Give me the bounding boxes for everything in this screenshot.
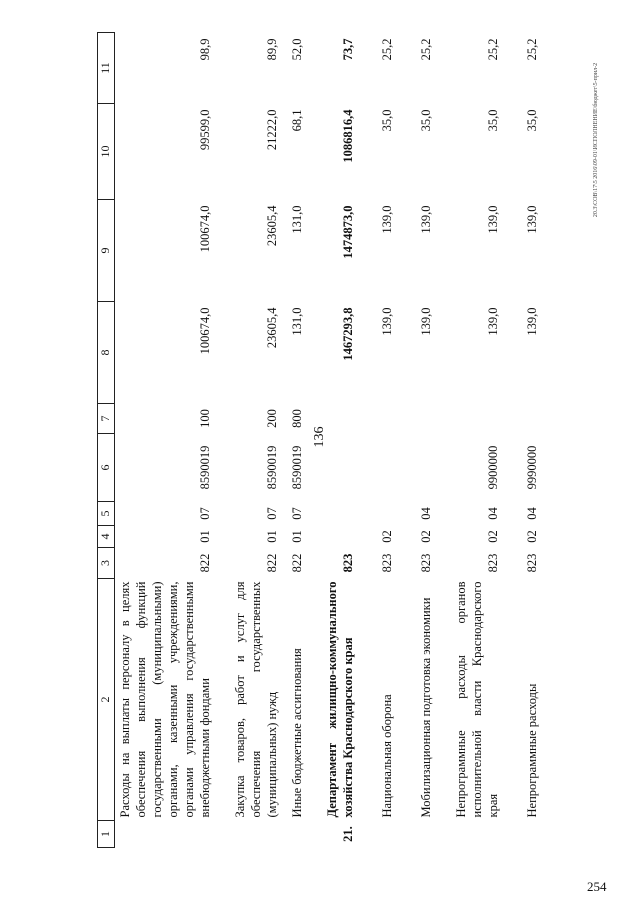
value-executed: 35,0 — [486, 109, 500, 132]
code-pr: 07 — [290, 507, 304, 520]
value-refined: 139,0 — [486, 205, 500, 234]
row-number: 21. — [341, 826, 355, 842]
column-number: 5 — [98, 502, 115, 526]
code-pr — [322, 502, 359, 526]
row-name: Непрограммные расходы органов исполнительной власти Краснодарского края — [454, 581, 500, 818]
code-csr — [412, 434, 437, 502]
code-gl: 822 — [265, 553, 279, 573]
value-executed: 68,1 — [290, 109, 304, 132]
value-refined: 23605,4 — [265, 205, 279, 247]
column-number: 8 — [98, 302, 115, 404]
value-executed: 35,0 — [419, 109, 433, 132]
code-pr: 04 — [486, 507, 500, 520]
column-number: 6 — [98, 434, 115, 502]
budget-table — [97, 32, 543, 848]
code-csr: 9900000 — [486, 445, 500, 490]
table-row — [412, 33, 437, 848]
column-number: 4 — [98, 526, 115, 548]
code-csr: 8590019 — [265, 445, 279, 490]
row-name: Закупка товаров, работ и услуг для обеспечения государственных (муниципальных) нужд — [233, 581, 279, 818]
column-number: 9 — [98, 200, 115, 302]
code-gl: 822 — [198, 553, 212, 573]
code-pr: 04 — [525, 507, 539, 520]
footer-page-number: 254 — [587, 879, 607, 894]
code-rz: 02 — [525, 530, 539, 543]
column-number: 3 — [98, 548, 115, 579]
code-csr — [322, 434, 359, 502]
row-name: Иные бюджетные ассигнования — [290, 648, 304, 818]
value-plan: 100674,0 — [198, 307, 212, 355]
code-gl: 823 — [341, 553, 355, 573]
value-plan: 139,0 — [525, 307, 539, 336]
code-gl: 823 — [419, 553, 433, 573]
row-name: Расходы на выплаты персоналу в целях обеспечения выполнения функций государственными (муниципальными) органами, казенными учреждениями, органами управления государственными внебюджетными фондами — [118, 581, 212, 818]
value-percent: 25,2 — [525, 38, 539, 61]
code-gl: 822 — [290, 553, 304, 573]
row-name: Непрограммные расходы — [525, 683, 539, 818]
code-gl: 823 — [525, 553, 539, 573]
row-spacer — [504, 33, 518, 848]
column-number-row — [98, 33, 115, 848]
row-spacer — [437, 33, 451, 848]
code-vr: 800 — [290, 409, 304, 428]
page-number: 136 — [312, 426, 327, 448]
code-pr: 07 — [265, 507, 279, 520]
code-rz: 01 — [290, 530, 304, 543]
row-spacer — [359, 33, 373, 848]
value-plan: 131,0 — [290, 307, 304, 336]
value-plan: 1467293,8 — [341, 307, 355, 361]
column-number: 10 — [98, 104, 115, 200]
value-percent: 98,9 — [198, 38, 212, 61]
rotated-table-container — [97, 33, 584, 848]
table-row — [518, 33, 543, 848]
file-path: 20.3\COB\17\5 2016\09-01\ИСПОЛНЕНИЕ\бюджет\5-прил-2 — [593, 62, 599, 218]
row-number — [451, 821, 504, 848]
table-body — [98, 33, 544, 848]
code-pr: 04 — [419, 507, 433, 520]
value-percent: 25,2 — [486, 38, 500, 61]
row-name: Национальная оборона — [380, 694, 394, 818]
value-percent: 89,9 — [265, 38, 279, 61]
value-executed: 35,0 — [380, 109, 394, 132]
row-number — [230, 821, 283, 848]
code-vr — [412, 404, 437, 434]
row-number — [518, 821, 543, 848]
row-number — [115, 821, 217, 848]
code-rz: 02 — [419, 530, 433, 543]
value-refined: 139,0 — [380, 205, 394, 234]
code-rz: 01 — [198, 530, 212, 543]
value-percent: 25,2 — [419, 38, 433, 61]
code-vr — [518, 404, 543, 434]
table-row — [322, 33, 359, 848]
code-vr: 200 — [265, 409, 279, 428]
table-row — [230, 33, 283, 848]
value-refined: 139,0 — [525, 205, 539, 234]
code-csr — [373, 434, 398, 502]
row-number — [373, 821, 398, 848]
value-executed: 21222,0 — [265, 109, 279, 151]
column-number: 7 — [98, 404, 115, 434]
row-name: Департамент жилищно-коммунального хозяйства Краснодарского края — [325, 581, 355, 818]
value-executed: 99599,0 — [198, 109, 212, 151]
column-number: 1 — [98, 821, 115, 848]
table-row — [283, 33, 308, 848]
column-number: 11 — [98, 33, 115, 104]
row-spacer — [308, 33, 322, 848]
code-vr — [373, 404, 398, 434]
row-number — [283, 821, 308, 848]
value-refined: 139,0 — [419, 205, 433, 234]
value-plan: 139,0 — [486, 307, 500, 336]
code-rz: 01 — [265, 530, 279, 543]
code-vr — [451, 404, 504, 434]
row-name: Мобилизационная подготовка экономики — [419, 597, 433, 818]
code-rz: 02 — [486, 530, 500, 543]
code-vr — [322, 404, 359, 434]
value-percent: 25,2 — [380, 38, 394, 61]
row-number — [412, 821, 437, 848]
table-row — [115, 33, 217, 848]
value-percent: 73,7 — [341, 38, 355, 61]
value-executed: 35,0 — [525, 109, 539, 132]
value-plan: 23605,4 — [265, 307, 279, 349]
code-vr: 100 — [198, 409, 212, 428]
value-plan: 139,0 — [380, 307, 394, 336]
code-csr: 8590019 — [198, 445, 212, 490]
value-plan: 139,0 — [419, 307, 433, 336]
value-refined: 131,0 — [290, 205, 304, 234]
value-refined: 1474873,0 — [341, 205, 355, 259]
code-rz: 02 — [380, 530, 394, 543]
code-csr: 9990000 — [525, 445, 539, 490]
value-percent: 52,0 — [290, 38, 304, 61]
value-refined: 100674,0 — [198, 205, 212, 253]
code-pr: 07 — [198, 507, 212, 520]
code-csr: 8590019 — [290, 445, 304, 490]
table-row — [451, 33, 504, 848]
value-executed: 1086816,4 — [341, 109, 355, 163]
code-rz — [322, 526, 359, 548]
column-number: 2 — [98, 579, 115, 821]
code-gl: 823 — [486, 553, 500, 573]
table-row — [373, 33, 398, 848]
row-spacer — [216, 33, 230, 848]
code-gl: 823 — [380, 553, 394, 573]
code-pr — [373, 502, 398, 526]
row-spacer — [398, 33, 412, 848]
